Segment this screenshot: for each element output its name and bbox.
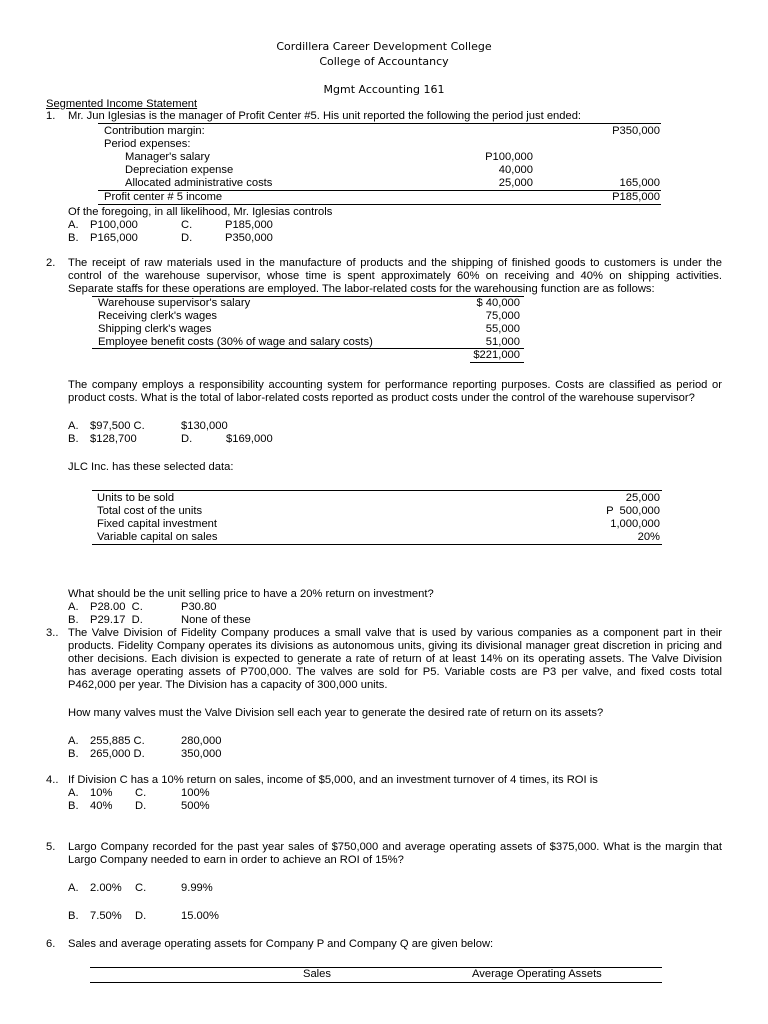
- choice-a: P28.00 C.: [90, 601, 143, 613]
- column-header-assets: Average Operating Assets: [472, 968, 602, 980]
- paragraph-line: other decisions. Each division is expected to generate a rate of return of at least 14% on its operating assets. The Valve Division: [68, 653, 722, 665]
- row-value: P350,000: [612, 125, 660, 137]
- choice-label: B.: [68, 433, 79, 445]
- row-value: 75,000: [485, 310, 520, 322]
- row-total: 165,000: [619, 177, 660, 189]
- row-label: Contribution margin:: [104, 125, 205, 137]
- choice-a: 255,885 C.: [90, 735, 145, 747]
- paragraph-line: The receipt of raw materials used in the manufacture of products and the shipping of finished goods to customers is under the: [68, 257, 722, 269]
- table-rule-bottom: [98, 204, 661, 205]
- choice-label: B.: [68, 800, 79, 812]
- question-text: If Division C has a 10% return on sales, income of $5,000, and an investment turnover of 4 times, its ROI is: [68, 774, 598, 786]
- question-number: 6.: [46, 938, 56, 950]
- choice-label: A.: [68, 420, 79, 432]
- row-value: P185,000: [612, 191, 660, 203]
- table-rule-top: [92, 490, 662, 491]
- choice-c: $130,000: [181, 420, 228, 432]
- intro-text: JLC Inc. has these selected data:: [68, 461, 234, 473]
- row-value: 51,000: [485, 336, 520, 348]
- choice-d: 350,000: [181, 748, 222, 760]
- choice-label: B.: [68, 910, 79, 922]
- choice-label: D.: [181, 232, 193, 244]
- choice-b: P165,000: [90, 232, 138, 244]
- choice-c: P185,000: [225, 219, 273, 231]
- choice-a: P100,000: [90, 219, 138, 231]
- row-label: Total cost of the units: [97, 505, 203, 517]
- row-value: 40,000: [498, 164, 533, 176]
- row-label: Allocated administrative costs: [125, 177, 273, 189]
- choice-b: 7.50%: [90, 910, 122, 922]
- question-number: 2.: [46, 257, 56, 269]
- question-prompt: What should be the unit selling price to have a 20% return on investment?: [68, 588, 434, 600]
- choice-b: 265,000 D.: [90, 748, 145, 760]
- row-label: Receiving clerk's wages: [98, 310, 218, 322]
- choice-d: $169,000: [226, 433, 273, 445]
- choice-a: 2.00%: [90, 882, 122, 894]
- question-text: Sales and average operating assets for Company P and Company Q are given below:: [68, 938, 494, 950]
- paragraph-line: Separate staffs for these operations are employed. The labor-related costs for the warehousing function are as follows:: [68, 283, 655, 295]
- row-value: 25,000: [625, 492, 660, 504]
- choice-d: 15.00%: [181, 910, 219, 922]
- row-label: Fixed capital investment: [97, 518, 218, 530]
- choice-label: A.: [68, 219, 79, 231]
- paragraph-line: has average operating assets of P700,000. The valves are sold for P5. Variable costs are P3 per valve, and fixed costs total: [68, 666, 722, 678]
- choice-c: P30.80: [181, 601, 217, 613]
- choice-d: None of these: [181, 614, 251, 626]
- row-value: 25,000: [498, 177, 533, 189]
- choice-a: $97,500 C.: [90, 420, 145, 432]
- choice-d: 500%: [181, 800, 210, 812]
- paragraph-line: Largo Company recorded for the past year sales of $750,000 and average operating assets of $375,000. What is the margin that: [68, 841, 722, 853]
- choice-label: B.: [68, 232, 79, 244]
- choice-c: 100%: [181, 787, 210, 799]
- choice-label: C.: [181, 219, 193, 231]
- choice-label: A.: [68, 601, 79, 613]
- table-rule: [90, 982, 662, 983]
- row-label: Variable capital on sales: [97, 531, 218, 543]
- choice-label: C.: [135, 882, 147, 894]
- question-number: 1.: [46, 110, 56, 122]
- choice-label: A.: [68, 735, 79, 747]
- paragraph-line: products. Fidelity Company operates its divisions as autonomous units, giving its divisional manager great discretion in pricing and: [68, 640, 722, 652]
- paragraph-line: P462,000 per year. The Division has a capacity of 300,000 units.: [68, 679, 388, 691]
- question-number: 4..: [46, 774, 59, 786]
- row-label: Warehouse supervisor's salary: [98, 297, 251, 309]
- row-value: P100,000: [485, 151, 533, 163]
- table-rule-bottom: [92, 544, 662, 545]
- paragraph-line: product costs. What is the total of labor-related costs reported as product costs under the control of the warehouse supervisor?: [68, 392, 695, 404]
- row-label: Units to be sold: [97, 492, 175, 504]
- choice-c: 9.99%: [181, 882, 213, 894]
- choice-label: C.: [135, 787, 147, 799]
- course-title: Mgmt Accounting 161: [323, 83, 445, 96]
- choice-c: 280,000: [181, 735, 222, 747]
- choice-label: D.: [135, 910, 147, 922]
- paragraph-line: The company employs a responsibility accounting system for performance reporting purposes. Costs are classified as period or: [68, 379, 722, 391]
- paragraph-line: The Valve Division of Fidelity Company produces a small valve that is used by various companies as a component part in their: [68, 627, 722, 639]
- question-number: 3..: [46, 627, 59, 639]
- row-label: Shipping clerk's wages: [98, 323, 212, 335]
- question-text: Mr. Jun Iglesias is the manager of Profit Center #5. His unit reported the following the period just ended:: [68, 110, 582, 122]
- choice-label: D.: [135, 800, 147, 812]
- row-value: 1,000,000: [610, 518, 660, 530]
- question-prompt: Of the foregoing, in all likelihood, Mr. Iglesias controls: [68, 206, 333, 218]
- row-value: P 500,000: [606, 505, 660, 517]
- choice-b: P29.17 D.: [90, 614, 143, 626]
- section-title: Segmented Income Statement: [46, 98, 198, 110]
- paragraph-line: Largo Company needed to earn in order to achieve an ROI of 15%?: [68, 854, 404, 866]
- row-label: Period expenses:: [104, 138, 191, 150]
- choice-b: 40%: [90, 800, 113, 812]
- school-name: Cordillera Career Development College: [276, 40, 492, 53]
- row-value: $ 40,000: [476, 297, 520, 309]
- row-label: Depreciation expense: [125, 164, 234, 176]
- column-header-sales: Sales: [303, 968, 331, 980]
- choice-a: 10%: [90, 787, 113, 799]
- total-rule: [470, 362, 524, 363]
- paragraph-line: control of the warehouse supervisor, whose time is spent approximately 60% on receiving and 40% on shipping activities.: [68, 270, 722, 282]
- row-label: Employee benefit costs (30% of wage and salary costs): [98, 336, 373, 348]
- choice-d: P350,000: [225, 232, 273, 244]
- row-label: Manager's salary: [125, 151, 210, 163]
- choice-label: D.: [181, 433, 193, 445]
- choice-label: B.: [68, 614, 79, 626]
- table-rule-top: [98, 123, 661, 124]
- college-name: College of Accountancy: [319, 55, 449, 68]
- choice-label: B.: [68, 748, 79, 760]
- choice-label: A.: [68, 787, 79, 799]
- choice-label: A.: [68, 882, 79, 894]
- row-total: $221,000: [473, 349, 520, 361]
- question-number: 5.: [46, 841, 56, 853]
- row-label: Profit center # 5 income: [104, 191, 223, 203]
- choice-b: $128,700: [90, 433, 137, 445]
- question-prompt: How many valves must the Valve Division sell each year to generate the desired rate of return on its assets?: [68, 707, 604, 719]
- row-value: 20%: [637, 531, 660, 543]
- row-value: 55,000: [485, 323, 520, 335]
